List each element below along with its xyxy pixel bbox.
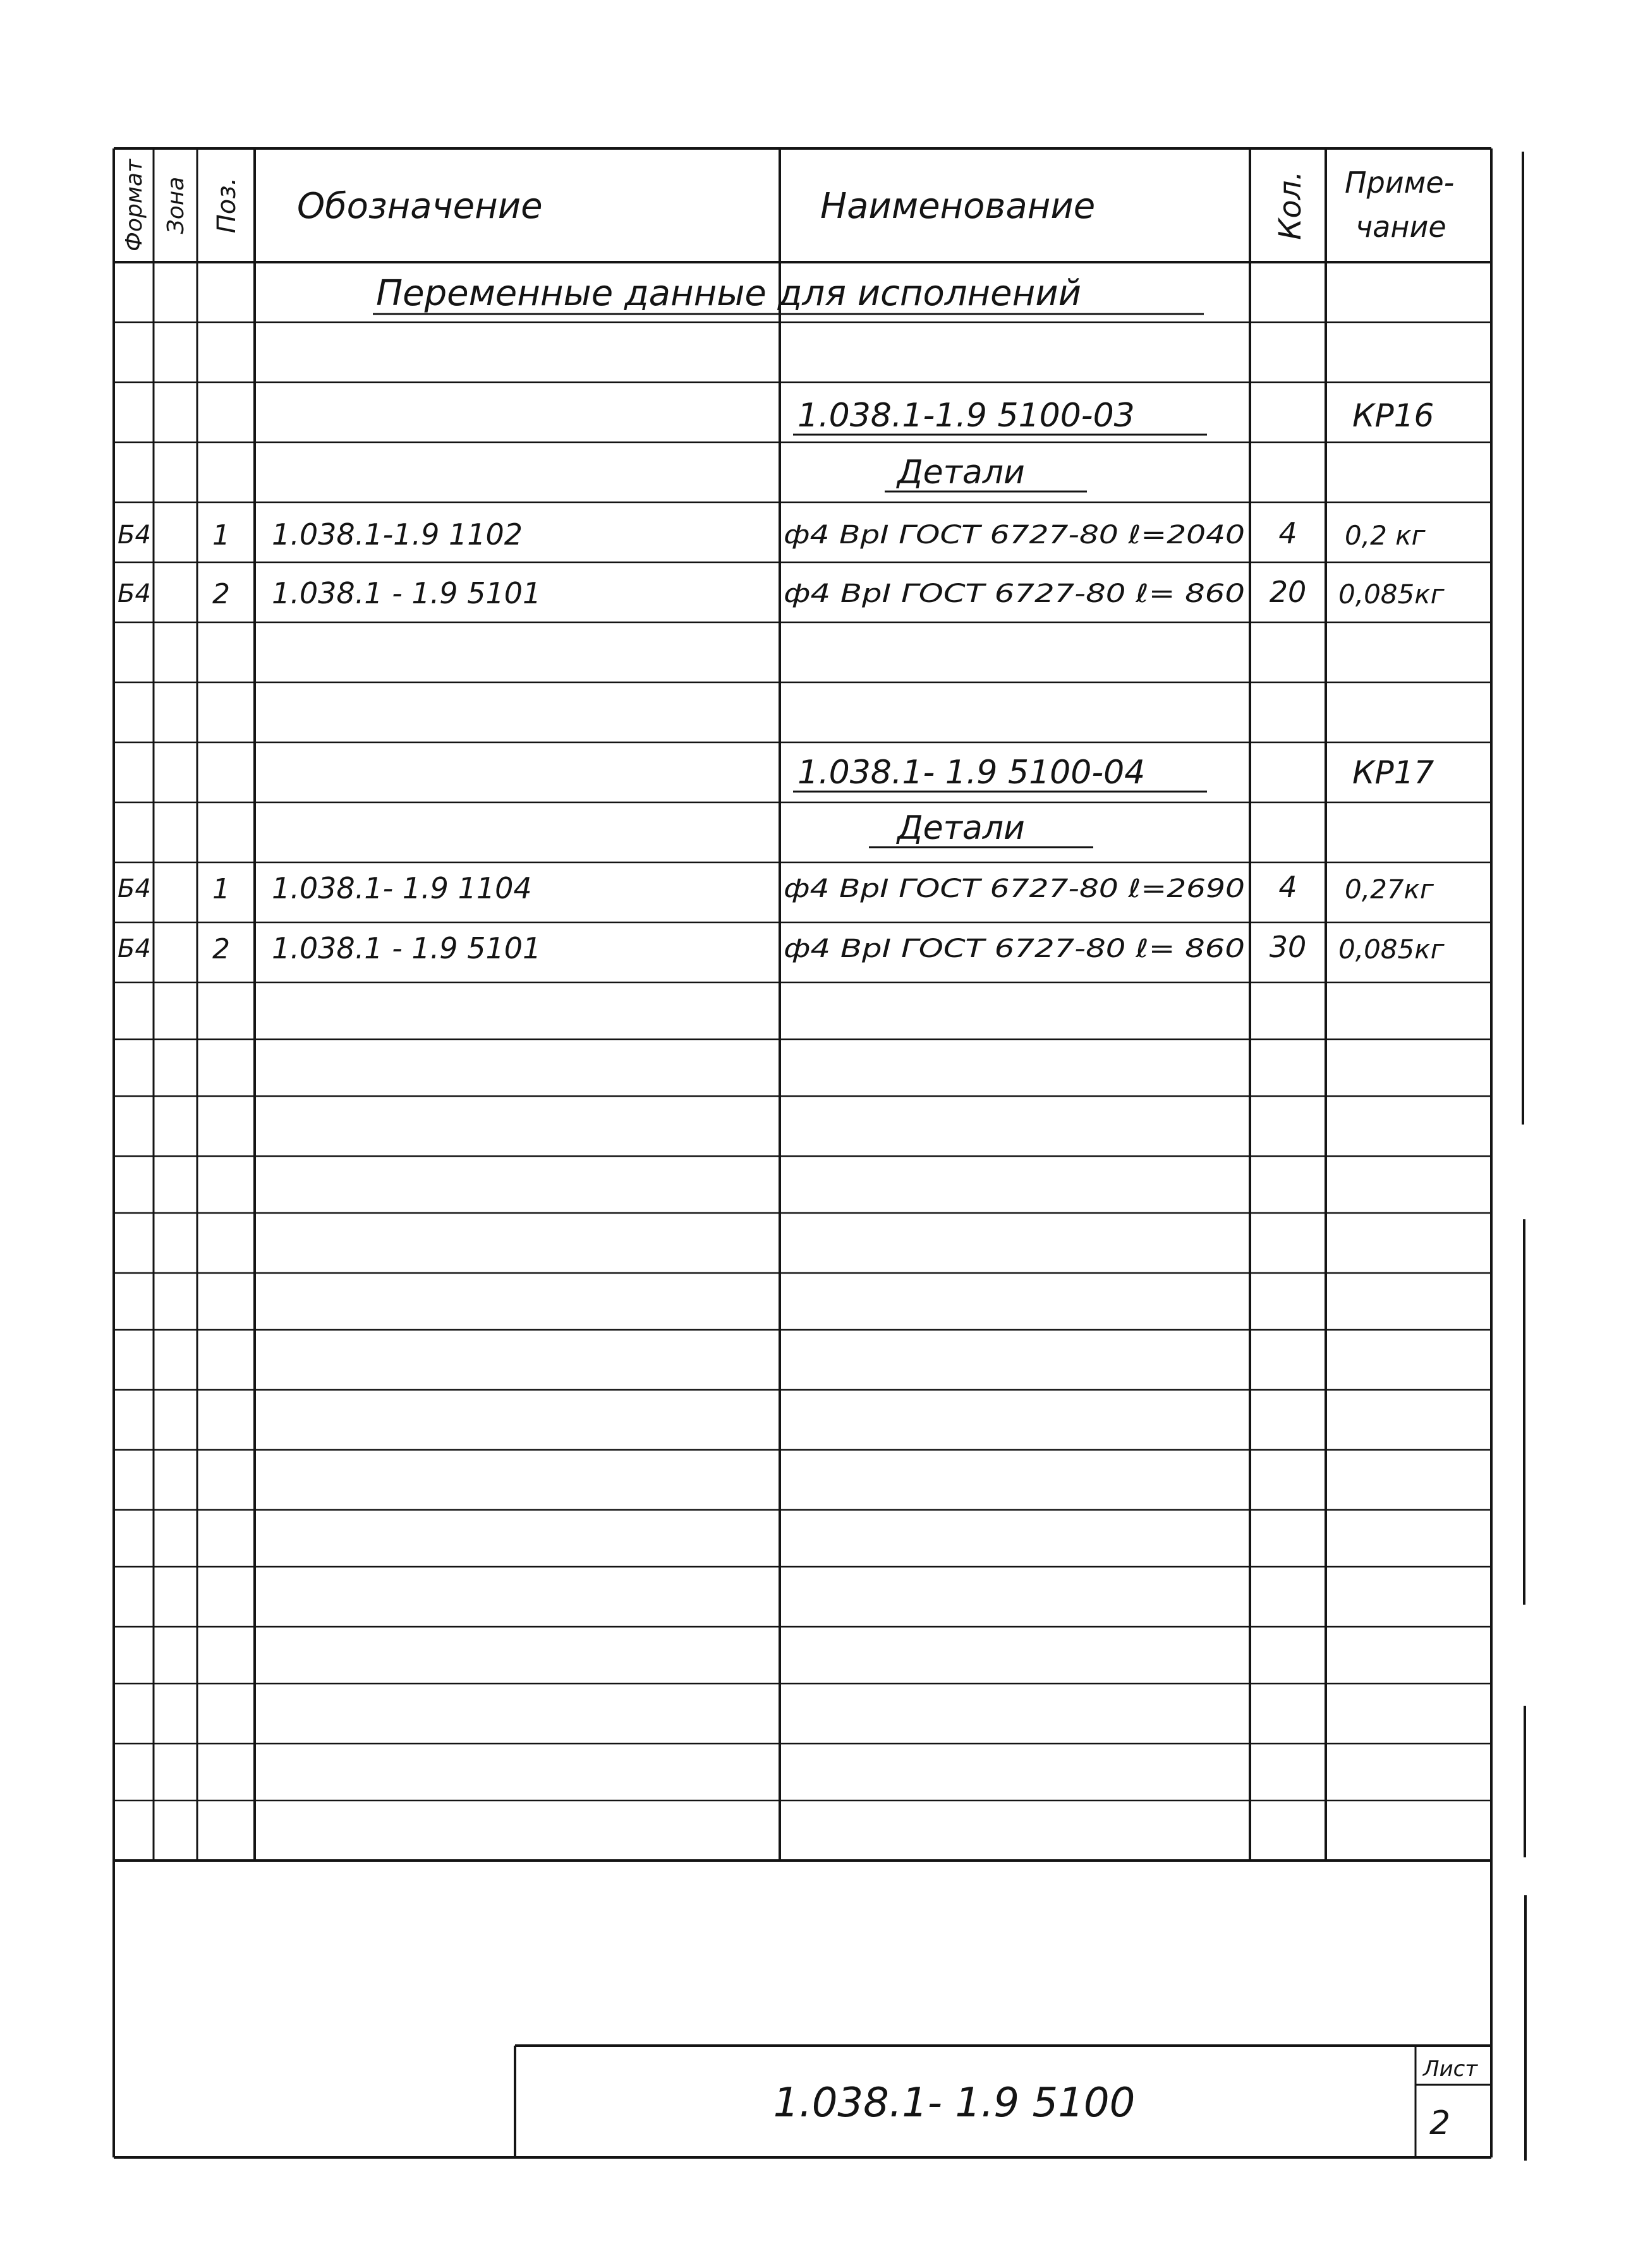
- cell-note: 0,085кг: [1338, 579, 1445, 610]
- group-5100-03: [118, 397, 1445, 610]
- cell-note: 0,27кг: [1345, 874, 1434, 905]
- table-row: [118, 930, 1445, 965]
- cell-designation: 1.038.1 - 1.9 5101: [272, 576, 542, 610]
- cell-designation: 1.038.1 - 1.9 5101: [272, 931, 542, 965]
- header-zone: Зона: [163, 176, 189, 234]
- section-title: Переменные данные для исполнений: [376, 273, 1082, 314]
- group-subtitle: Детали: [897, 809, 1025, 847]
- binding-edge: [1523, 152, 1525, 2161]
- cell-format: Б4: [118, 521, 151, 550]
- cell-format: Б4: [118, 874, 151, 903]
- sheet-label: Лист: [1423, 2056, 1478, 2082]
- cell-qty: 30: [1269, 930, 1307, 964]
- table-row: [118, 870, 1434, 905]
- header-note-line2: чание: [1355, 210, 1446, 244]
- cell-qty: 4: [1278, 870, 1297, 904]
- group-note: КР17: [1352, 754, 1434, 791]
- table-frame: [114, 148, 1491, 2157]
- group-code: 1.038.1-1.9 5100-03: [797, 397, 1135, 435]
- cell-pos: 1: [212, 873, 230, 905]
- cell-name: ф4 ВрI ГОСТ 6727-80 ℓ= 860: [784, 579, 1245, 608]
- cell-qty: 4: [1278, 516, 1297, 550]
- header-designation: Обозначение: [297, 186, 543, 227]
- cell-designation: 1.038.1- 1.9 1104: [272, 871, 532, 905]
- cell-format: Б4: [118, 934, 151, 963]
- group-5100-04: [118, 754, 1445, 965]
- document-code: 1.038.1- 1.9 5100: [773, 2080, 1136, 2126]
- cell-pos: 1: [212, 519, 230, 552]
- header-format: Формат: [121, 159, 147, 252]
- cell-name: ф4 ВрI ГОСТ 6727-80 ℓ=2040: [784, 521, 1245, 550]
- table-header: [121, 159, 1454, 251]
- group-note: КР16: [1352, 397, 1434, 434]
- group-subtitle: Детали: [897, 454, 1025, 492]
- table-row: [118, 575, 1445, 610]
- cell-name: ф4 ВрI ГОСТ 6727-80 ℓ=2690: [784, 874, 1245, 903]
- cell-note: 0,2 кг: [1345, 520, 1426, 551]
- header-name: Наименование: [820, 186, 1096, 227]
- header-note-line1: Приме-: [1345, 166, 1455, 200]
- cell-pos: 2: [212, 578, 230, 610]
- cell-note: 0,085кг: [1338, 934, 1445, 965]
- cell-pos: 2: [212, 933, 230, 965]
- sheet-number: 2: [1429, 2104, 1451, 2142]
- header-pos: Поз.: [212, 177, 241, 234]
- header-qty: Кол.: [1273, 171, 1308, 240]
- cell-designation: 1.038.1-1.9 1102: [272, 517, 523, 552]
- cell-format: Б4: [118, 579, 151, 608]
- table-row: [118, 516, 1426, 552]
- cell-name: ф4 ВрI ГОСТ 6727-80 ℓ= 860: [784, 934, 1245, 963]
- cell-qty: 20: [1269, 575, 1307, 609]
- group-code: 1.038.1- 1.9 5100-04: [797, 754, 1146, 792]
